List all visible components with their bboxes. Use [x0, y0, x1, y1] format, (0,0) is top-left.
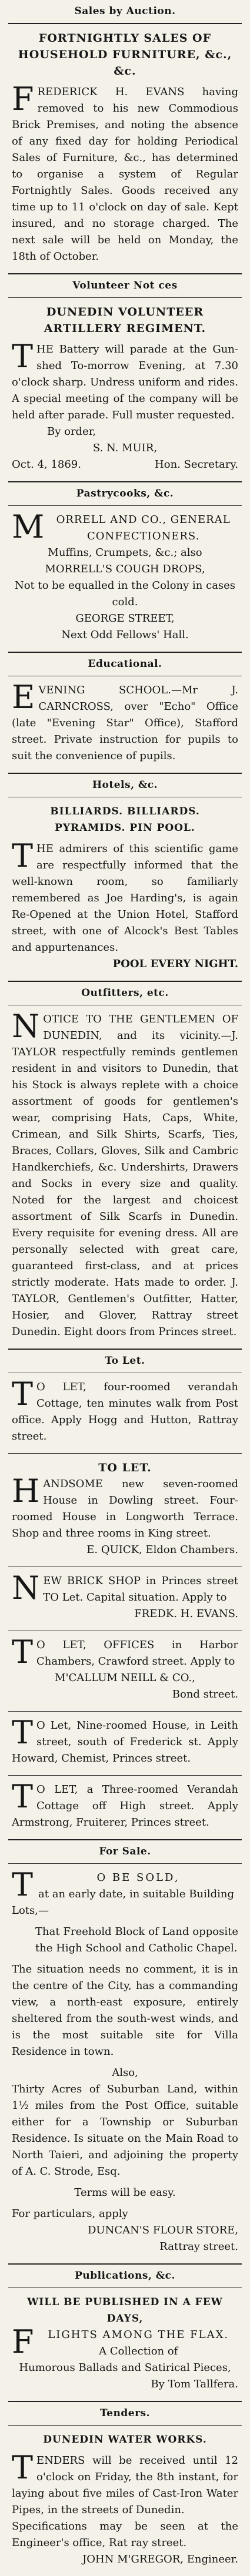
forsale-signature-1: DUNCAN'S FLOUR STORE,	[87, 2224, 238, 2236]
tolet-advertisement-6	[8, 1776, 242, 1839]
section-heading-outfitters: Outfitters, etc.	[81, 987, 169, 999]
tolet-ad-3-signature: FREDK. H. EVANS.	[134, 1608, 238, 1620]
publications-title: WILL BE PUBLISHED IN A FEW DAYS,	[27, 2296, 223, 2325]
publications-author: By Tom Tallfera.	[151, 2378, 238, 2390]
publications-line-1: A Collection of	[99, 2345, 178, 2357]
volunteer-signer-title: Hon. Secretary.	[155, 458, 238, 471]
forsale-body: The situation needs no comment, it is in the centre of the City, has a commanding view, a north-east exposure, entirely sheltered from the south-west winds, and is the most suitable site for Villa Residence in town.	[12, 1963, 238, 2058]
hotels-ad-body: THE admirers of this scientific game are respectfully informed that the well-known room, so familiarly remembered as Joe Harding's, is again Re-Opened at the Union Hotel, Stafford street, with one of Alcock's Best Tables and appurtenances.	[12, 837, 238, 954]
educational-ad-body: EVENING SCHOOL.—Mr J. CARNCROSS, over "Echo" Office (late "Evening Star" Office), Stafford street. Private instruction for pupils to suit the convenience of pupils.	[12, 679, 238, 762]
volunteer-advertisement	[8, 298, 242, 481]
publications-subtitle: FLIGHTS AMONG THE FLAX.	[12, 2323, 229, 2360]
pastry-advertisement	[8, 506, 242, 652]
forsale-ad-title: TO BE SOLD,	[12, 1866, 180, 1903]
auction-ad-body: FREDERICK H. EVANS having removed to his new Commodious Brick Premises, and noting the absence of any fixed day for holding Periodical Sales of Furniture, &c., has determined to organise a system of Regular Fortnightly Sales. Goods received any time up to 11 o'clock on day of sale. Kept insured, and no storage charged. The next sale will be held on Monday, the 18th of October.	[12, 80, 238, 263]
forsale-intro: at an early date, in suitable Building Lots,—	[12, 1888, 234, 1917]
pastry-line-1: Muffins, Crumpets, &c.; also	[48, 546, 202, 559]
forsale-terms: Terms will be easy.	[74, 2186, 176, 2199]
section-heading-hotels: Hotels, &c.	[92, 779, 158, 791]
tenders-specifications: Specifications may be seen at the Engineer's office, Rat ray street.	[12, 2520, 238, 2549]
pastry-address: Next Odd Fellows' Hall.	[61, 629, 189, 641]
auction-ad-title: FORTNIGHTLY SALES OF HOUSEHOLD FURNITURE, &c., &c.	[18, 32, 232, 78]
section-heading-auction: Sales by Auction.	[74, 5, 176, 17]
publications-advertisement	[8, 2288, 242, 2401]
tenders-signature: JOHN M'GREGOR, Engineer.	[82, 2553, 238, 2565]
section-heading-forsale: For Sale.	[99, 1846, 151, 1857]
tolet-advertisement-2	[8, 1454, 242, 1567]
hotels-title-1: BILLIARDS. BILLIARDS.	[50, 806, 200, 817]
hotels-title-2: PYRAMIDS. PIN POOL.	[55, 822, 195, 834]
tolet-ad-3-body: NEW BRICK SHOP in Princes street TO Let. Capital situation. Apply to	[12, 1569, 238, 1606]
tolet-advertisement-4	[8, 1631, 242, 1711]
volunteer-signer: S. N. MUIR,	[92, 442, 158, 454]
auction-advertisement	[8, 24, 242, 273]
pastry-line-2: MORRELL'S COUGH DROPS,	[45, 563, 205, 575]
pastry-ad-title: MORRELL AND CO., GENERAL CONFECTIONERS.	[12, 508, 231, 545]
section-heading-educational: Educational.	[88, 658, 162, 670]
publications-line-2: Humorous Ballads and Satirical Pieces,	[19, 2362, 231, 2374]
educational-advertisement	[8, 676, 242, 773]
volunteer-by-order: By order,	[47, 425, 96, 438]
tenders-body: TENDERS will be received until 12 o'clock on Friday, the 8th instant, for laying about five miles of Cast-Iron Water Pipes, in the streets of Dunedin.	[12, 2449, 238, 2516]
section-heading-volunteer: Volunteer Not ces	[72, 280, 178, 291]
volunteer-ad-title: DUNEDIN VOLUNTEER ARTILLERY REGIMENT.	[44, 306, 206, 335]
pastry-line-3: Not to be equalled in the Colony in cases cold.	[14, 579, 236, 608]
tolet-ad-5-body: TO Let, Nine-roomed House, in Leith street, south of Frederick st. Apply Howard, Chemist, Princes street.	[12, 1714, 238, 1765]
tolet-ad-4-signature-1: M'CALLUM NEILL & CO.,	[55, 1672, 195, 1684]
tenders-title: DUNEDIN WATER WORKS.	[43, 2434, 207, 2446]
forsale-signature-2: Rattray street.	[159, 2240, 238, 2253]
forsale-also: Also,	[112, 2067, 138, 2079]
forsale-advertisement	[8, 1864, 242, 2263]
tolet-ad-4-body: TO LET, OFFICES in Harbor Chambers, Crawford street. Apply to	[12, 1634, 238, 1671]
tolet-advertisement-3	[8, 1567, 242, 1631]
forsale-body-2: Thirty Acres of Suburban Land, within 1½ miles from the Post Office, suitable either for a Township or Suburban Residence. Is situate on the Main Road to North Taieri, and adjoining the property of A. C. Strode, Esq.	[12, 2083, 238, 2178]
tenders-advertisement	[8, 2426, 242, 2576]
hotels-footer: POOL EVERY NIGHT.	[112, 958, 238, 970]
tolet-ad-2-title: TO LET.	[98, 1461, 152, 1474]
section-heading-publications: Publications, &c.	[75, 2270, 175, 2282]
tolet-advertisement-1	[8, 1373, 242, 1453]
forsale-particulars: For particulars, apply	[12, 2208, 128, 2220]
volunteer-date: Oct. 4, 1869.	[12, 458, 81, 471]
tolet-ad-2-body: HANDSOME new seven-roomed House in Dowling street. Four-roomed House in Longworth Terrace. Shop and three rooms in King street.	[12, 1473, 238, 1539]
outfitters-advertisement	[8, 1005, 242, 1349]
tolet-advertisement-5	[8, 1712, 242, 1775]
hotels-advertisement	[8, 797, 242, 981]
forsale-block: That Freehold Block of Land opposite the High School and Catholic Chapel.	[35, 1926, 238, 1954]
volunteer-ad-body: THE Battery will parade at the Gun-shed To-morrow Evening, at 7.30 o'clock sharp. Undress uniform and rides. A special meeting of the company will be held after parade. Full muster requested.	[12, 338, 238, 421]
tolet-ad-1-body: TO LET, four-roomed verandah Cottage, ten minutes walk from Post office. Apply Hogg and Hutton, Rattray street.	[12, 1376, 238, 1443]
pastry-street: GEORGE STREET,	[75, 612, 175, 625]
outfitters-ad-body: NOTICE TO THE GENTLEMEN OF DUNEDIN, and its vicinity.—J. TAYLOR respectfully reminds gentlemen resident in and visitors to Dunedin, that his Stock is always replete with a choice assortment of goods for gentlemen's wear, comprising Hats, Caps, White, Crimean, and Silk Shirts, Scarfs, Ties, Braces, Collars, Gloves, Silk and Cambric Handkerchiefs, &c. Undershirts, Drawers and Socks in every size and quality. Noted for the largest and choicest assortment of Silk Scarfs in Dunedin. Every requisite for evening dress. All are personally selected with great care, guaranteed first-class, and at prices strictly moderate. Hats made to order. J. TAYLOR, Gentlemen's Outfitter, Hatter, Hosier, and Glover, Rattray street Dunedin. Eight doors from Princes street.	[12, 1008, 238, 1338]
section-heading-tenders: Tenders.	[99, 2407, 151, 2419]
section-heading-tolet: To Let.	[105, 1355, 145, 1367]
tolet-ad-6-body: TO LET, a Three-roomed Verandah Cottage off High street. Apply Armstrong, Fruiterer, Princes street.	[12, 1778, 238, 1829]
tolet-ad-2-signature: E. QUICK, Eldon Chambers.	[86, 1544, 238, 1556]
tolet-ad-4-signature-2: Bond street.	[172, 1688, 238, 1700]
section-heading-pastry: Pastrycooks, &c.	[76, 488, 174, 499]
